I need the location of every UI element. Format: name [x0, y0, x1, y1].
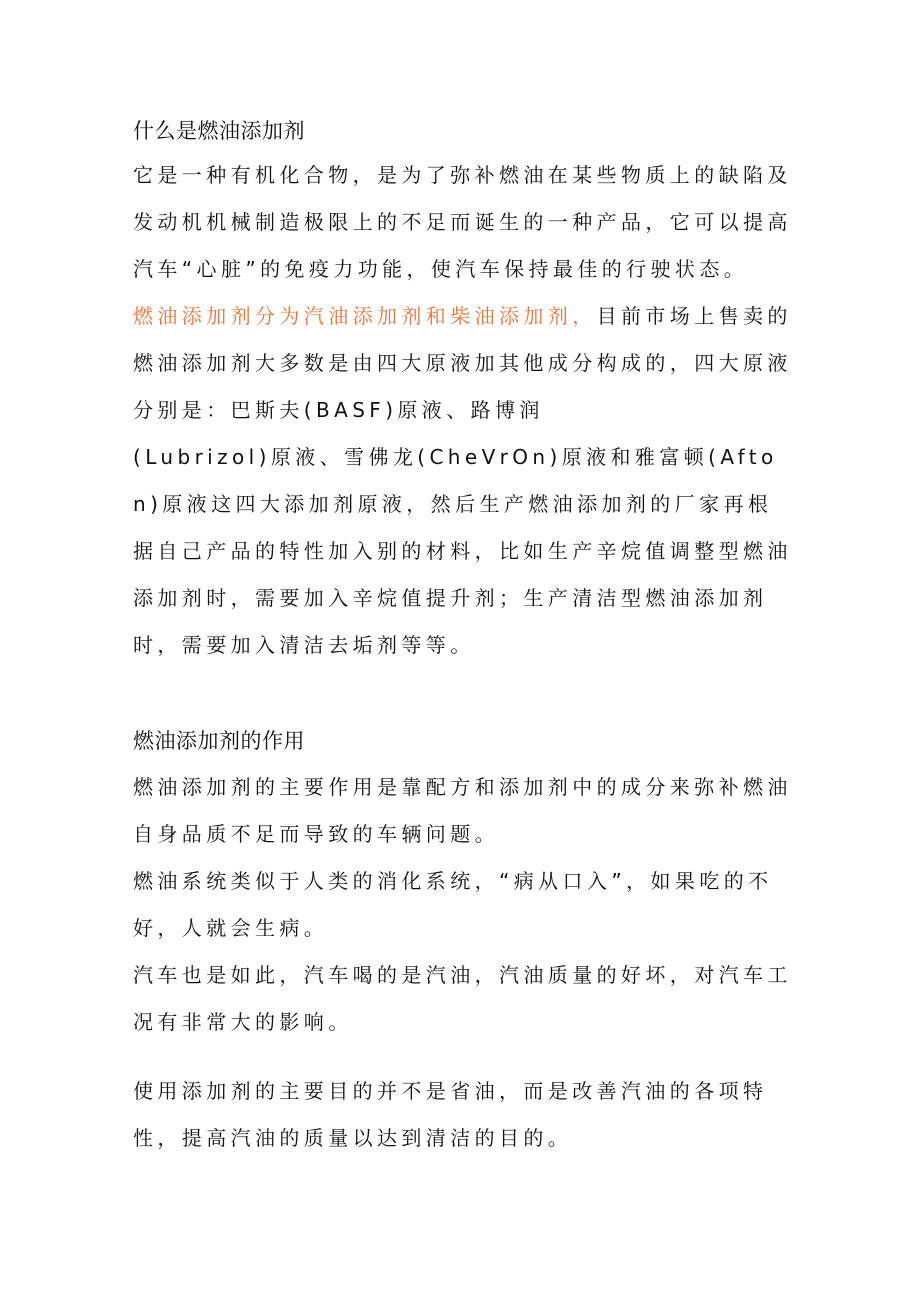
paragraph-base-fluids: (Lubrizol)原液、雪佛龙(CheVrOn)原液和雅富顿(Afton)原液这四大添加剂原液，然后生产燃油添加剂的厂家再根据自己产品的特性加入别的材料，比如生产辛烷值调整型燃油添加剂时，需要加入辛烷值提升剂；生产清洁型燃油添加剂时，需要加入清洁去垢剂等等。 [133, 445, 792, 657]
paragraph-classification-text: 目前市场上售卖的燃油添加剂大多数是由四大原液加其他成分构成的，四大原液分别是：巴斯夫(BASF)原液、路博润 [133, 304, 792, 422]
document-body [133, 114, 793, 1162]
paragraph-purpose: 使用添加剂的主要目的并不是省油，而是改善汽油的各项特性，提高汽油的质量以达到清洁的目的。 [133, 1079, 768, 1150]
paragraph-analogy: 燃油系统类似于人类的消化系统，“病从口入”，如果吃的不好，人就会生病。 [133, 869, 773, 940]
paragraph-classification [133, 293, 793, 434]
highlighted-text: 燃油添加剂分为汽油添加剂和柴油添加剂， [133, 304, 597, 328]
section-heading-function: 燃油添加剂的作用 [133, 729, 305, 753]
paragraph-main-function: 燃油添加剂的主要作用是靠配方和添加剂中的成分来弥补燃油自身品质不足而导致的车辆问题。 [133, 775, 792, 846]
section-heading-what-is: 什么是燃油添加剂 [133, 119, 305, 143]
paragraph-car-example: 汽车也是如此，汽车喝的是汽油，汽油质量的好坏，对汽车工况有非常大的影响。 [133, 963, 792, 1034]
paragraph-definition: 它是一种有机化合物，是为了弥补燃油在某些物质上的缺陷及发动机机械制造极限上的不足而诞生的一种产品，它可以提高汽车“心脏”的免疫力功能，使汽车保持最佳的行驶状态。 [133, 163, 792, 281]
